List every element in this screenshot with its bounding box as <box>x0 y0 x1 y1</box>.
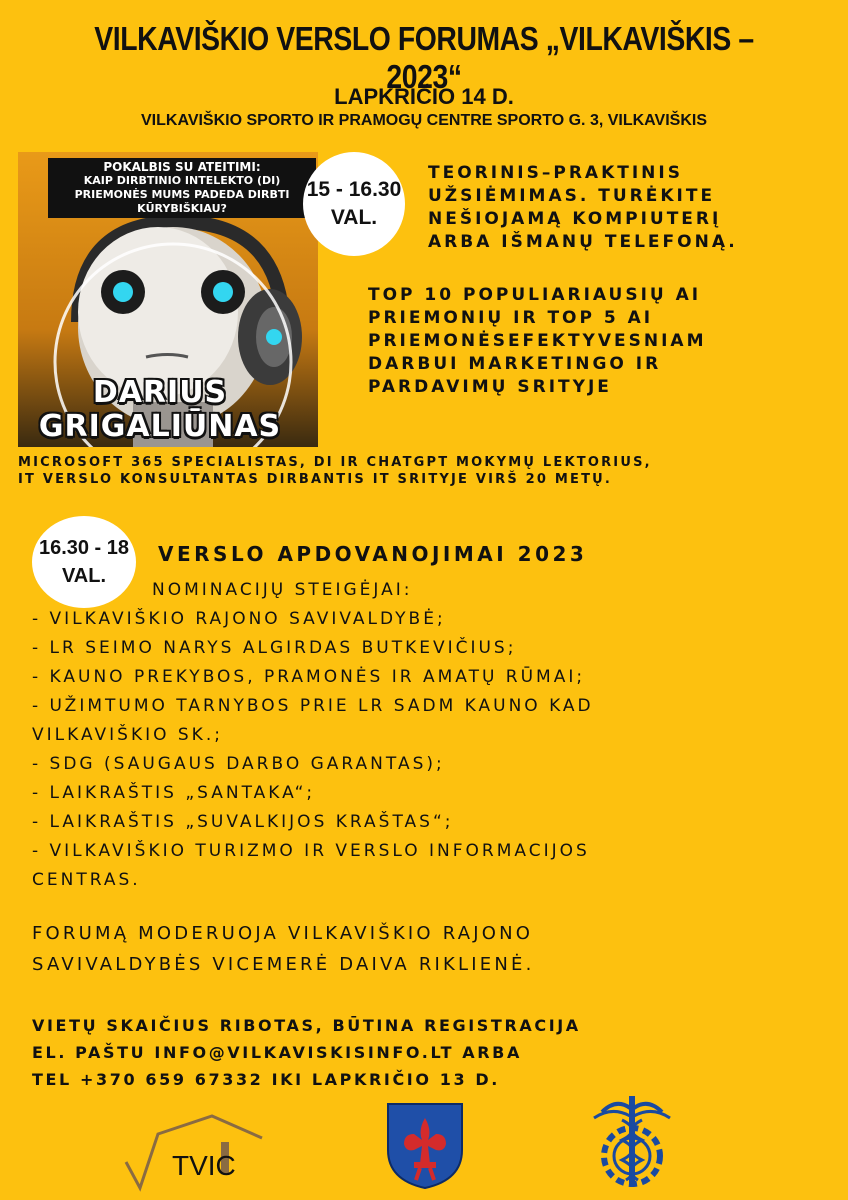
awards-title: VERSLO APDOVANOJIMAI 2023 <box>158 542 588 566</box>
topic-line: TOP 10 POPULIARIAUSIŲ AI <box>368 285 702 305</box>
session2-time-unit: VAL. <box>61 565 107 587</box>
event-venue: VILKAVIŠKIO SPORTO IR PRAMOGŲ CENTRE SPORTO G. 3, VILKAVIŠKIS <box>141 112 707 129</box>
list-item: - VILKAVIŠKIO RAJONO SAVIVALDYBĖ; <box>32 609 446 629</box>
speaker-first-name: DARIUS <box>92 375 228 410</box>
event-date: LAPKRIČIO 14 D. <box>334 84 514 109</box>
list-item: - LAIKRAŠTIS „SUVALKIJOS KRAŠTAS“; <box>32 812 454 832</box>
session1-time: 15 - 16.30 <box>306 178 402 201</box>
speaker-last-name: GRIGALIŪNAS <box>38 409 282 444</box>
speaker-name <box>0 376 320 444</box>
desc-line: ARBA IŠMANŲ TELEFONĄ. <box>428 232 738 252</box>
registration-info <box>32 1012 832 1093</box>
nominations-lead: NOMINACIJŲ STEIGĖJAI: <box>152 580 413 600</box>
tvic-text: TVIC <box>172 1150 236 1181</box>
session1-time-unit: VAL. <box>330 206 378 229</box>
list-item: - SDG (SAUGAUS DARBO GARANTAS); <box>32 754 445 774</box>
registration-line: VIETŲ SKAIČIUS RIBOTAS, BŪTINA REGISTRACIJA <box>32 1016 581 1035</box>
nominations-list <box>32 576 832 895</box>
list-item: - VILKAVIŠKIO TURIZMO IR VERSLO INFORMACIJOS <box>32 841 590 861</box>
session1-topic <box>368 284 828 399</box>
topic-line: PRIEMONĖSEFEKTYVESNIAM <box>368 331 707 351</box>
list-item: - KAUNO PREKYBOS, PRAMONĖS IR AMATŲ RŪMAI; <box>32 667 586 687</box>
coat-of-arms-logo <box>384 1100 466 1190</box>
chamber-of-commerce-logo <box>582 1090 682 1190</box>
desc-line: NEŠIOJAMĄ KOMPIUTERĮ <box>428 209 722 229</box>
list-item: - UŽIMTUMO TARNYBOS PRIE LR SADM KAUNO KAD <box>32 696 594 716</box>
banner-line-2: KAIP DIRBTINIO INTELEKTO (DI) PRIEMONĖS MUMS PADEDA DIRBTI KŪRYBIŠKIAU? <box>74 174 290 215</box>
list-item: - LAIKRAŠTIS „SANTAKA“; <box>32 783 316 803</box>
moderator-line: FORUMĄ MODERUOJA VILKAVIŠKIO RAJONO <box>32 923 534 944</box>
bio-line: MICROSOFT 365 SPECIALISTAS, DI IR CHATGPT MOKYMŲ LEKTORIUS, <box>18 455 652 470</box>
registration-phone: TEL +370 659 67332 IKI LAPKRIČIO 13 D. <box>32 1070 500 1089</box>
list-item: - LR SEIMO NARYS ALGIRDAS BUTKEVIČIUS; <box>32 638 517 658</box>
session1-description <box>428 162 828 254</box>
topic-line: PRIEMONIŲ IR TOP 5 AI <box>368 308 654 328</box>
desc-line: UŽSIĖMIMAS. TURĖKITE <box>428 186 716 206</box>
list-item: CENTRAS. <box>32 870 141 890</box>
speaker-bio <box>18 454 838 488</box>
moderator-line: SAVIVALDYBĖS VICEMERĖ DAIVA RIKLIENĖ. <box>32 954 535 975</box>
session-topic-banner <box>48 158 316 218</box>
moderator-note <box>32 918 832 980</box>
page-title: VILKAVIŠKIO VERSLO FORUMAS „VILKAVIŠKIS – 2023“ <box>94 20 754 95</box>
session2-time: 16.30 - 18 <box>38 537 130 559</box>
topic-line: DARBUI MARKETINGO IR <box>368 354 662 374</box>
banner-line-1: POKALBIS SU ATEITIMI: <box>103 160 261 174</box>
bio-line: IT VERSLO KONSULTANTAS DIRBANTIS IT SRITYJE VIRŠ 20 METŲ. <box>18 472 613 487</box>
tvic-logo <box>120 1112 270 1192</box>
topic-line: PARDAVIMŲ SRITYJE <box>368 377 612 397</box>
desc-line: TEORINIS–PRAKTINIS <box>428 163 683 183</box>
registration-email: EL. PAŠTU INFO@VILKAVISKISINFO.LT ARBA <box>32 1043 522 1062</box>
session1-time-badge <box>303 152 405 256</box>
list-item: VILKAVIŠKIO SK.; <box>32 725 223 745</box>
